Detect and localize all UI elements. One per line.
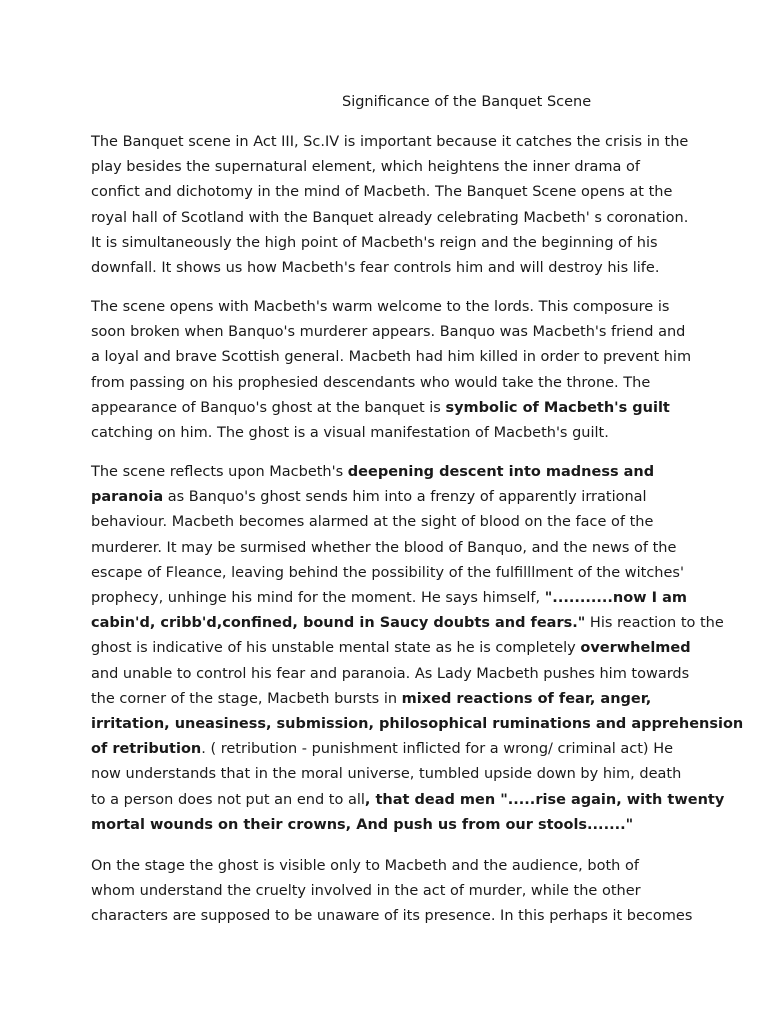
bold-text-run: irritation, uneasiness, submission, philosophical ruminations and apprehension: [91, 716, 744, 733]
text-line: [91, 854, 691, 879]
text-line: [91, 586, 691, 611]
text-run: The scene reflects upon Macbeth's: [91, 464, 348, 480]
text-run: play besides the supernatural element, which heightens the inner drama of: [91, 159, 641, 176]
text-run: the corner of the stage, Macbeth bursts in: [91, 690, 402, 707]
text-run: catching on him. The ghost is a visual manifestation of Macbeth's guilt.: [91, 425, 609, 442]
text-line: [91, 762, 691, 787]
text-line: [91, 320, 691, 345]
text-line: [91, 256, 691, 281]
text-run: behaviour. Macbeth becomes alarmed at the sight of blood on the face of the: [91, 514, 654, 531]
paragraph-4: [91, 854, 691, 930]
text-line: [91, 737, 691, 762]
text-line: [91, 904, 691, 929]
text-line: [91, 712, 744, 737]
text-line: [91, 421, 691, 446]
bold-text-run: , that dead men ".....rise again, with twenty: [364, 791, 725, 808]
text-run: as Banquo's ghost sends him into a frenzy of apparently irrational: [163, 489, 647, 506]
text-run: a loyal and brave Scottish general. Macbeth had him killed in order to prevent him: [91, 349, 692, 366]
text-line: [91, 295, 691, 320]
text-run: royal hall of Scotland with the Banquet already celebrating Macbeth' s coronation.: [91, 209, 689, 226]
text-line: [91, 687, 691, 712]
text-run: characters are supposed to be unaware of its presence. In this perhaps it becomes: [91, 908, 693, 925]
bold-text-run: mixed reactions of fear, anger,: [401, 690, 652, 707]
bold-text-run: overwhelmed: [580, 640, 691, 657]
document-title: Significance of the Banquet Scene: [342, 94, 592, 110]
bold-text-run: paranoia: [91, 489, 164, 506]
paragraph-1: [91, 130, 691, 281]
text-run: from passing on his prophesied descendants who would take the throne. The: [91, 374, 651, 391]
text-run: escape of Fleance, leaving behind the possibility of the fulfilllment of the witches': [91, 564, 684, 581]
text-line: [91, 536, 691, 561]
text-run: On the stage the ghost is visible only to Macbeth and the audience, both of: [91, 858, 639, 874]
paragraph-3: [91, 460, 744, 838]
text-line: [91, 396, 691, 421]
text-line: [91, 371, 691, 396]
text-line: [91, 155, 691, 180]
text-run: . ( retribution - punishment inflicted for a wrong/ criminal act) He: [201, 741, 674, 758]
text-run: murderer. It may be surmised whether the blood of Banquo, and the news of the: [91, 539, 677, 556]
text-line: [91, 879, 691, 904]
text-run: The Banquet scene in Act III, Sc.IV is important because it catches the crisis in the: [91, 134, 689, 150]
text-line: [91, 510, 691, 535]
text-run: now understands that in the moral universe, tumbled upside down by him, death: [91, 766, 682, 783]
text-run: whom understand the cruelty involved in the act of murder, while the other: [91, 883, 641, 900]
paragraph-2: [91, 295, 691, 446]
text-run: ghost is indicative of his unstable mental state as he is completely: [91, 640, 581, 657]
text-run: confict and dichotomy in the mind of Macbeth. The Banquet Scene opens at the: [91, 184, 673, 201]
text-run: His reaction to the: [585, 615, 724, 632]
text-run: It is simultaneously the high point of Macbeth's reign and the beginning of his: [91, 234, 658, 251]
text-line: [91, 130, 691, 155]
text-line: [91, 788, 725, 813]
text-line: [91, 636, 691, 661]
bold-text-run: cabin'd, cribb'd,confined, bound in Saucy doubts and fears.": [91, 615, 586, 632]
bold-text-run: "...........now I am: [544, 590, 687, 607]
text-line: [91, 611, 724, 636]
text-run: prophecy, unhinge his mind for the moment. He says himself,: [91, 590, 545, 607]
text-run: and unable to control his fear and paranoia. As Lady Macbeth pushes him towards: [91, 665, 690, 682]
text-run: downfall. It shows us how Macbeth's fear controls him and will destroy his life.: [91, 260, 660, 277]
text-line: [91, 180, 691, 205]
text-line: [91, 561, 691, 586]
text-line: [91, 813, 691, 838]
bold-text-run: deepening descent into madness and: [347, 464, 655, 480]
text-run: to a person does not put an end to all: [91, 791, 365, 808]
text-line: [91, 206, 691, 231]
text-run: The scene opens with Macbeth's warm welcome to the lords. This composure is: [91, 299, 670, 315]
bold-text-run: mortal wounds on their crowns, And push us from our stools.......": [91, 816, 634, 833]
text-line: [91, 485, 691, 510]
text-line: [91, 231, 691, 256]
bold-text-run: of retribution: [91, 741, 202, 758]
text-line: [91, 662, 691, 687]
text-line: [91, 345, 691, 370]
text-run: appearance of Banquo's ghost at the banquet is: [91, 399, 446, 416]
bold-text-run: symbolic of Macbeth's guilt: [445, 399, 670, 416]
text-run: soon broken when Banquo's murderer appears. Banquo was Macbeth's friend and: [91, 324, 686, 341]
text-line: [91, 460, 691, 485]
